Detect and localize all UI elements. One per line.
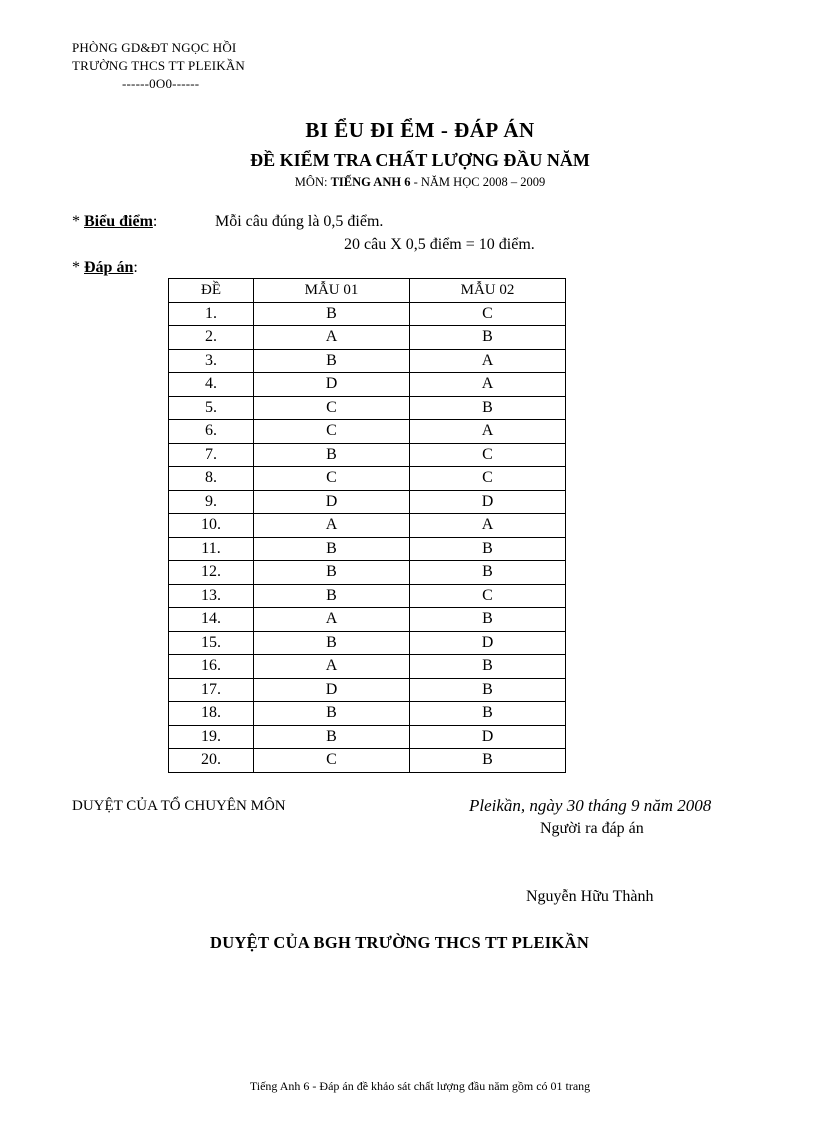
answer-version-02: A bbox=[410, 514, 566, 538]
school-year: - NĂM HỌC 2008 – 2009 bbox=[413, 175, 546, 189]
header-divider: ------0O0------ bbox=[122, 76, 200, 91]
table-row bbox=[169, 749, 566, 773]
table-row bbox=[169, 561, 566, 585]
table-row bbox=[169, 678, 566, 702]
subject-name: TIẾNG ANH 6 bbox=[330, 175, 411, 189]
question-number: 1. bbox=[169, 302, 254, 326]
table-row bbox=[169, 537, 566, 561]
answer-version-01: B bbox=[254, 349, 410, 373]
school-name: TRƯỜNG THCS TT PLEIKẦN bbox=[72, 58, 246, 73]
question-number: 18. bbox=[169, 702, 254, 726]
answer-version-01: D bbox=[254, 490, 410, 514]
question-number: 20. bbox=[169, 749, 254, 773]
answer-version-02: B bbox=[410, 678, 566, 702]
answer-version-01: A bbox=[254, 326, 410, 350]
table-row bbox=[169, 584, 566, 608]
answer-version-01: B bbox=[254, 631, 410, 655]
table-row bbox=[169, 490, 566, 514]
answer-version-02: D bbox=[410, 490, 566, 514]
question-number: 8. bbox=[169, 467, 254, 491]
question-number: 4. bbox=[169, 373, 254, 397]
table-row bbox=[169, 443, 566, 467]
answer-version-02: B bbox=[410, 702, 566, 726]
table-row bbox=[169, 373, 566, 397]
board-approval: DUYỆT CỦA BGH TRƯỜNG THCS TT PLEIKẦN bbox=[210, 933, 590, 952]
question-number: 19. bbox=[169, 725, 254, 749]
scoring-line-1: Mỗi câu đúng là 0,5 điểm. bbox=[215, 213, 384, 230]
answer-version-01: B bbox=[254, 584, 410, 608]
table-row bbox=[169, 725, 566, 749]
answer-version-01: B bbox=[254, 702, 410, 726]
answer-version-02: C bbox=[410, 443, 566, 467]
answer-version-01: C bbox=[254, 420, 410, 444]
answer-version-02: D bbox=[410, 725, 566, 749]
answer-version-02: A bbox=[410, 420, 566, 444]
table-row bbox=[169, 631, 566, 655]
answer-version-02: B bbox=[410, 537, 566, 561]
table-row bbox=[169, 349, 566, 373]
question-number: 15. bbox=[169, 631, 254, 655]
subject-prefix: MÔN: bbox=[294, 175, 328, 189]
answer-version-01: C bbox=[254, 749, 410, 773]
question-number: 11. bbox=[169, 537, 254, 561]
question-number: 6. bbox=[169, 420, 254, 444]
answer-version-01: B bbox=[254, 443, 410, 467]
table-row bbox=[169, 702, 566, 726]
question-number: 10. bbox=[169, 514, 254, 538]
answer-version-02: B bbox=[410, 396, 566, 420]
header-version-02: MẪU 02 bbox=[410, 279, 566, 303]
answer-version-02: B bbox=[410, 655, 566, 679]
answer-version-01: D bbox=[254, 373, 410, 397]
answers-label-text: Đáp án bbox=[84, 259, 134, 276]
answer-version-02: B bbox=[410, 749, 566, 773]
table-row bbox=[169, 396, 566, 420]
answer-version-01: B bbox=[254, 561, 410, 585]
scoring-label-text: Biểu điểm bbox=[84, 213, 153, 230]
department-name: PHÒNG GD&ĐT NGỌC HỒI bbox=[72, 40, 237, 55]
question-number: 9. bbox=[169, 490, 254, 514]
answer-version-02: B bbox=[410, 326, 566, 350]
header-question: ĐỀ bbox=[169, 279, 254, 303]
table-row bbox=[169, 326, 566, 350]
dept-approval: DUYỆT CỦA TỔ CHUYÊN MÔN bbox=[72, 798, 286, 814]
document-title: BI ỂU ĐI ỂM - ĐÁP ÁN bbox=[305, 118, 535, 142]
answer-version-01: C bbox=[254, 467, 410, 491]
place-date: Pleikần, ngày 30 tháng 9 năm 2008 bbox=[469, 796, 712, 815]
answer-version-02: B bbox=[410, 561, 566, 585]
question-number: 16. bbox=[169, 655, 254, 679]
question-number: 14. bbox=[169, 608, 254, 632]
table-row bbox=[169, 467, 566, 491]
question-number: 7. bbox=[169, 443, 254, 467]
question-number: 13. bbox=[169, 584, 254, 608]
answer-version-02: B bbox=[410, 608, 566, 632]
answer-version-01: A bbox=[254, 655, 410, 679]
answer-version-01: B bbox=[254, 302, 410, 326]
answer-version-01: A bbox=[254, 608, 410, 632]
answer-version-02: D bbox=[410, 631, 566, 655]
answer-version-02: A bbox=[410, 373, 566, 397]
table-row bbox=[169, 420, 566, 444]
table-row bbox=[169, 302, 566, 326]
subject-line bbox=[0, 175, 816, 190]
question-number: 17. bbox=[169, 678, 254, 702]
author-name: Nguyễn Hữu Thành bbox=[526, 888, 654, 905]
exam-title: ĐỀ KIỂM TRA CHẤT LƯỢNG ĐẦU NĂM bbox=[250, 150, 590, 170]
question-number: 3. bbox=[169, 349, 254, 373]
table-row bbox=[169, 608, 566, 632]
answer-table bbox=[168, 278, 566, 773]
answer-version-02: C bbox=[410, 584, 566, 608]
table-row bbox=[169, 655, 566, 679]
answer-version-01: D bbox=[254, 678, 410, 702]
answer-version-02: C bbox=[410, 302, 566, 326]
answer-version-01: B bbox=[254, 725, 410, 749]
page-footer: Tiếng Anh 6 - Đáp án đề khảo sát chất lượng đầu năm gồm có 01 trang bbox=[249, 1079, 591, 1093]
answer-table-header bbox=[169, 279, 566, 303]
answer-version-01: C bbox=[254, 396, 410, 420]
scoring-line-2: 20 câu X 0,5 điểm = 10 điểm. bbox=[344, 236, 535, 253]
scoring-label: * Biểu điểm: bbox=[72, 213, 158, 230]
question-number: 12. bbox=[169, 561, 254, 585]
answer-version-02: A bbox=[410, 349, 566, 373]
header-version-01: MẪU 01 bbox=[254, 279, 410, 303]
answer-version-02: C bbox=[410, 467, 566, 491]
table-row bbox=[169, 514, 566, 538]
answer-version-01: B bbox=[254, 537, 410, 561]
author-role: Người ra đáp án bbox=[540, 820, 644, 837]
question-number: 5. bbox=[169, 396, 254, 420]
answer-version-01: A bbox=[254, 514, 410, 538]
question-number: 2. bbox=[169, 326, 254, 350]
answers-label: * Đáp án: bbox=[72, 259, 138, 276]
